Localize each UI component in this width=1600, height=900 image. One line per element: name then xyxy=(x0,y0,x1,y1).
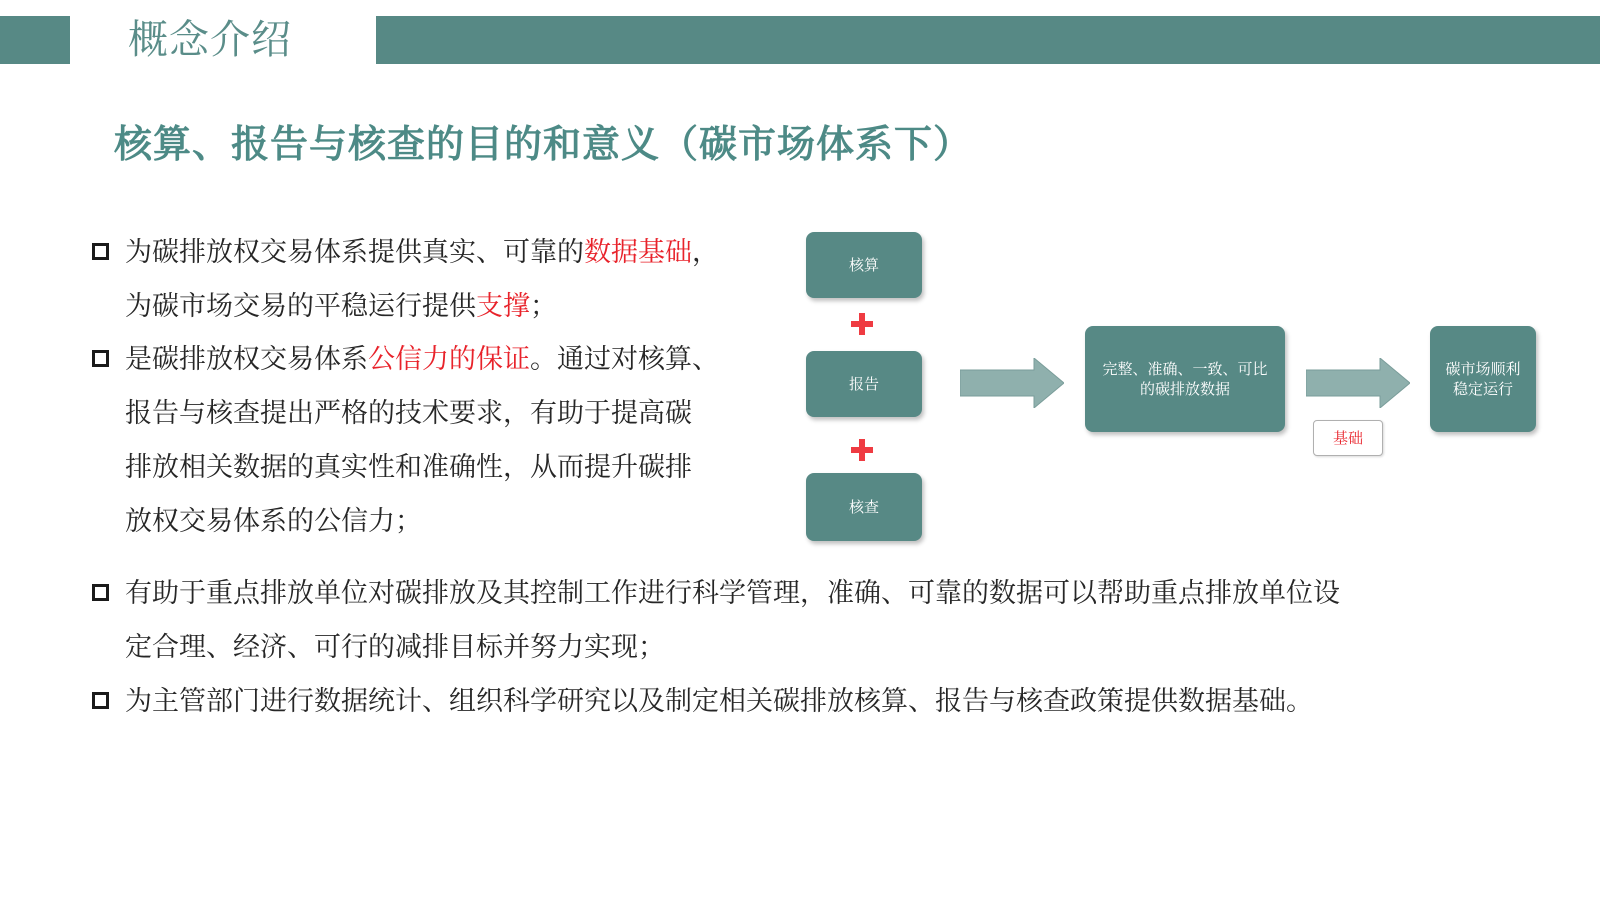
bullet-square-3 xyxy=(92,584,109,601)
arrow-right-icon-2 xyxy=(1306,358,1410,408)
page-title: 概念介绍 xyxy=(128,17,292,63)
header-bar-right xyxy=(376,16,1600,64)
box-emission-data: 完整、准确、一致、可比 的碳排放数据 xyxy=(1085,326,1285,432)
bullet-3-line-1: 有助于重点排放单位对碳排放及其控制工作进行科学管理，准确、可靠的数据可以帮助重点排放单位设 xyxy=(125,578,1340,609)
bullet-2-text xyxy=(125,333,719,549)
highlight-data-basis: 数据基础 xyxy=(584,237,692,268)
plus-icon-1 xyxy=(851,313,873,335)
bullet-2-line-2: 报告与核查提出严格的技术要求，有助于提高碳 xyxy=(125,398,692,429)
bullet-4-text xyxy=(125,675,1313,729)
bullet-2-line-1: 是碳排放权交易体系公信力的保证。通过对核算、 xyxy=(125,344,719,375)
bullet-square-4 xyxy=(92,692,109,709)
box-accounting: 核算 xyxy=(806,232,922,298)
bullet-1-line-2: 为碳市场交易的平稳运行提供支撑； xyxy=(125,291,557,322)
highlight-support: 支撑 xyxy=(476,291,530,322)
highlight-credibility: 公信力的保证 xyxy=(368,344,530,375)
bullet-2-line-4: 放权交易体系的公信力； xyxy=(125,506,422,537)
bullet-3-text xyxy=(125,567,1340,675)
bullet-3-line-2: 定合理、经济、可行的减排目标并努力实现； xyxy=(125,632,665,663)
bullet-4-line-1: 为主管部门进行数据统计、组织科学研究以及制定相关碳排放核算、报告与核查政策提供数据基础。 xyxy=(125,686,1313,717)
plus-icon-2 xyxy=(851,439,873,461)
section-subtitle: 核算、报告与核查的目的和意义（碳市场体系下） xyxy=(114,122,973,166)
box-market-operation: 碳市场顺利 稳定运行 xyxy=(1430,326,1536,432)
bullet-2-line-3: 排放相关数据的真实性和准确性，从而提升碳排 xyxy=(125,452,692,483)
bullet-1-text xyxy=(125,226,719,334)
bullet-1-line-1: 为碳排放权交易体系提供真实、可靠的数据基础， xyxy=(125,237,719,268)
box-report: 报告 xyxy=(806,351,922,417)
bullet-square-1 xyxy=(92,243,109,260)
header-bar-left xyxy=(0,16,70,64)
arrow-right-icon-1 xyxy=(960,358,1064,408)
basis-tag: 基础 xyxy=(1313,420,1383,456)
box-verification: 核查 xyxy=(806,473,922,541)
bullet-square-2 xyxy=(92,350,109,367)
